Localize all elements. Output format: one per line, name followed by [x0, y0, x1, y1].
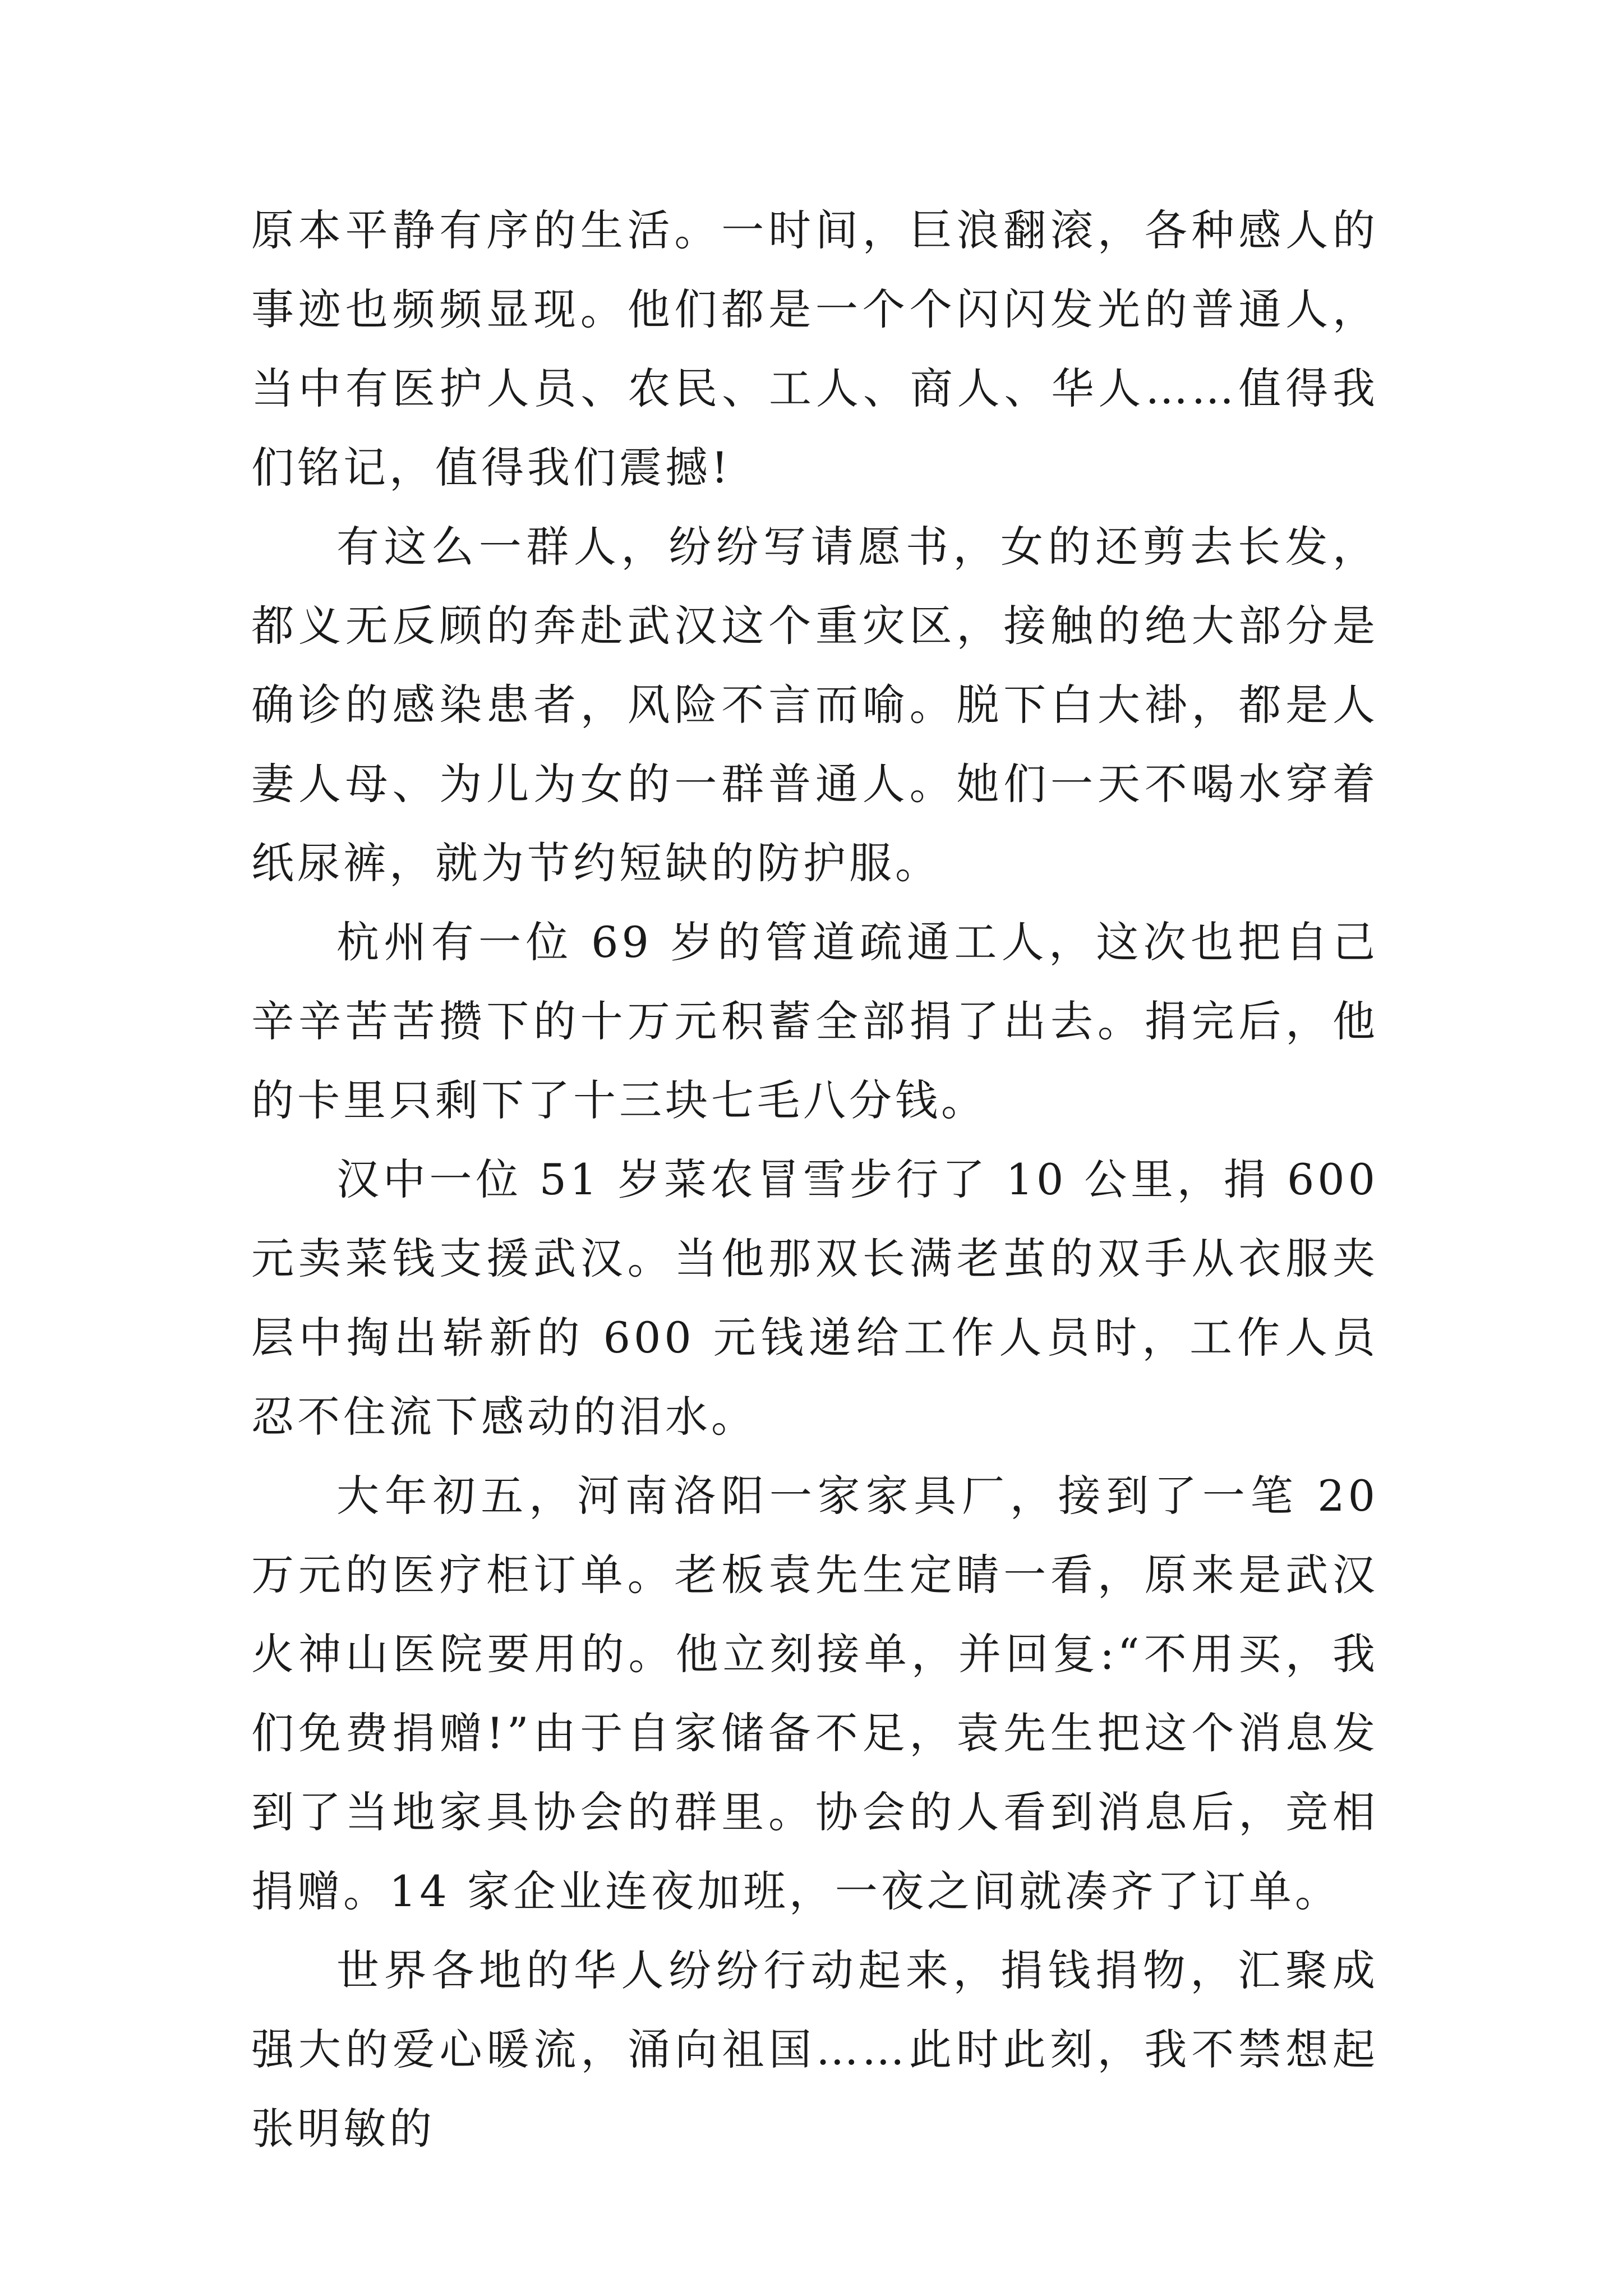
paragraph-6: 世界各地的华人纷纷行动起来，捐钱捐物，汇聚成强大的爱心暖流，涌向祖国……此时此刻，我不禁想起张明敏的 — [251, 1945, 1378, 2154]
paragraph-1: 原本平静有序的生活。一时间，巨浪翻滚，各种感人的事迹也频频显现。他们都是一个个闪闪发光的普通人，当中有医护人员、农民、工人、商人、华人……值得我们铭记，值得我们震撼! — [251, 205, 1378, 493]
paragraph-2: 有这么一群人，纷纷写请愿书，女的还剪去长发，都义无反顾的奔赴武汉这个重灾区，接触的绝大部分是确诊的感染患者，风险不言而喻。脱下白大褂，都是人妻人母、为儿为女的一群普通人。她们一天不喝水穿着纸尿裤，就为节约短缺的防护服。 — [251, 522, 1378, 888]
paragraph-4: 汉中一位 51 岁菜农冒雪步行了 10 公里，捐 600 元卖菜钱支援武汉。当他那双长满老茧的双手从衣服夹层中掏出崭新的 600 元钱递给工作人员时，工作人员忍不住流下感动的泪水。 — [251, 1154, 1378, 1442]
paragraph-5: 大年初五，河南洛阳一家家具厂，接到了一笔 20 万元的医疗柜订单。老板袁先生定睛一看，原来是武汉火神山医院要用的。他立刻接单，并回复:“不用买，我们免费捐赠!”由于自家储备不足，袁先生把这个消息发到了当地家具协会的群里。协会的人看到消息后，竞相捐赠。14 家企业连夜加班，一夜之间就凑齐了订单。 — [251, 1471, 1378, 1916]
body-text — [251, 191, 1378, 2168]
paragraph-3: 杭州有一位 69 岁的管道疏通工人，这次也把自己辛辛苦苦攒下的十万元积蓄全部捐了出去。捐完后，他的卡里只剩下了十三块七毛八分钱。 — [251, 917, 1378, 1125]
